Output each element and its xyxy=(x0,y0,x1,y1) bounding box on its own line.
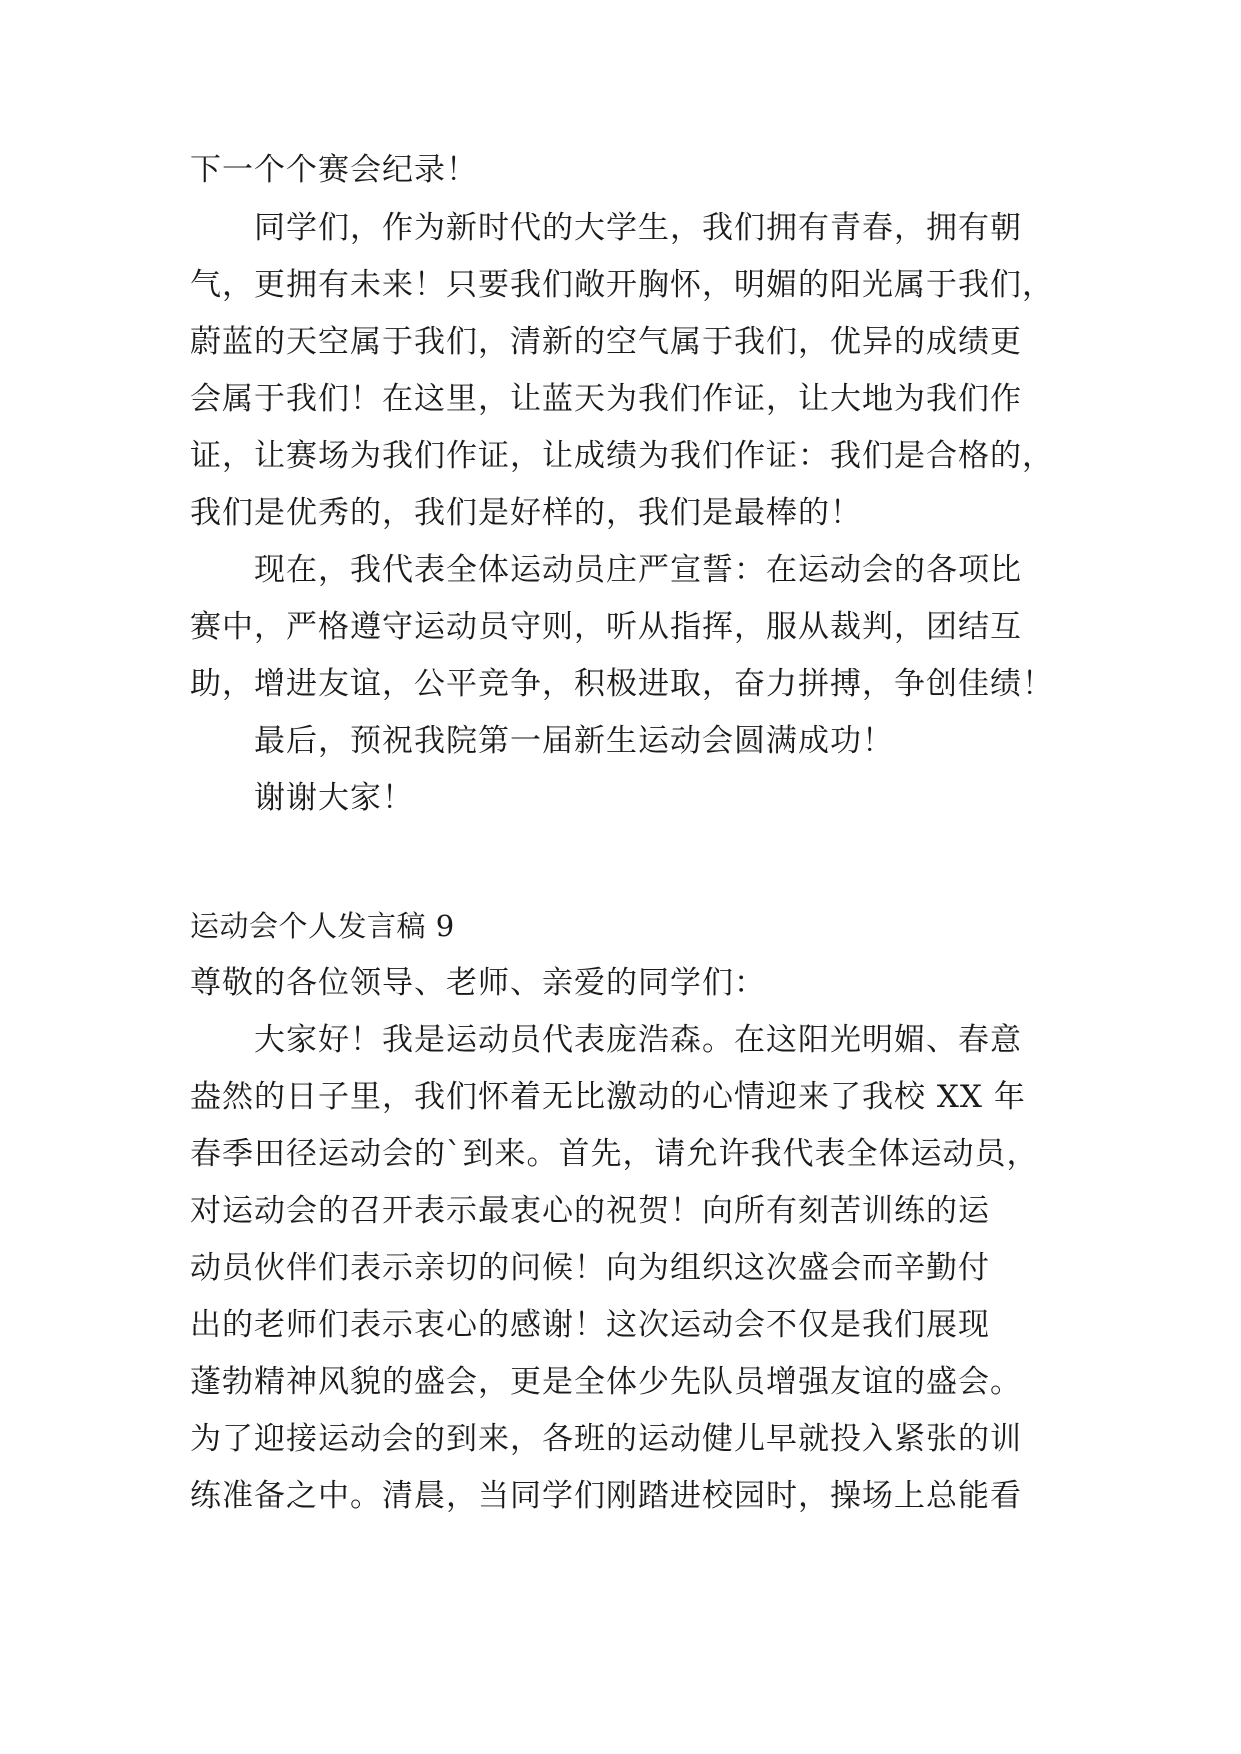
paragraph-line: 最后，预祝我院第一届新生运动会圆满成功！ xyxy=(254,723,894,759)
paragraph-line: 动员伙伴们表示亲切的问候！向为组织这次盛会而辛勤付 xyxy=(190,1250,990,1286)
paragraph-line: 气，更拥有未来！只要我们敞开胸怀，明媚的阳光属于我们， xyxy=(190,267,1054,303)
paragraph-line: 证，让赛场为我们作证，让成绩为我们作证：我们是合格的， xyxy=(190,438,1054,474)
paragraph-line: 蓬勃精神风貌的盛会，更是全体少先队员增强友谊的盛会。 xyxy=(190,1364,1022,1400)
paragraph-line: 出的老师们表示衷心的感谢！这次运动会不仅是我们展现 xyxy=(190,1307,990,1343)
paragraph-line: 练准备之中。清晨，当同学们刚踏进校园时，操场上总能看 xyxy=(190,1478,1022,1514)
paragraph-line: 谢谢大家！ xyxy=(254,780,414,816)
paragraph-line: 下一个个赛会纪录！ xyxy=(190,152,478,188)
section-title: 运动会个人发言稿 9 xyxy=(190,909,455,943)
paragraph-line: 现在，我代表全体运动员庄严宣誓：在运动会的各项比 xyxy=(254,552,1022,588)
paragraph-line: 大家好！我是运动员代表庞浩森。在这阳光明媚、春意 xyxy=(254,1022,1022,1058)
paragraph-line: 为了迎接运动会的到来，各班的运动健儿早就投入紧张的训 xyxy=(190,1421,1022,1457)
paragraph-line: 盎然的日子里，我们怀着无比激动的心情迎来了我校 XX 年 xyxy=(190,1079,1026,1115)
paragraph-line: 蔚蓝的天空属于我们，清新的空气属于我们，优异的成绩更 xyxy=(190,324,1022,360)
paragraph-line: 同学们，作为新时代的大学生，我们拥有青春，拥有朝 xyxy=(254,210,1022,246)
paragraph-line: 赛中，严格遵守运动员守则，听从指挥，服从裁判，团结互 xyxy=(190,609,1022,645)
paragraph-line: 我们是优秀的，我们是好样的，我们是最棒的！ xyxy=(190,495,862,531)
greeting-line: 尊敬的各位领导、老师、亲爱的同学们： xyxy=(190,965,766,1001)
paragraph-line: 会属于我们！在这里，让蓝天为我们作证，让大地为我们作 xyxy=(190,381,1022,417)
paragraph-line: 春季田径运动会的`到来。首先，请允许我代表全体运动员， xyxy=(190,1136,1039,1172)
paragraph-line: 对运动会的召开表示最衷心的祝贺！向所有刻苦训练的运 xyxy=(190,1193,990,1229)
paragraph-line: 助，增进友谊，公平竞争，积极进取，奋力拼搏，争创佳绩！ xyxy=(190,666,1054,702)
